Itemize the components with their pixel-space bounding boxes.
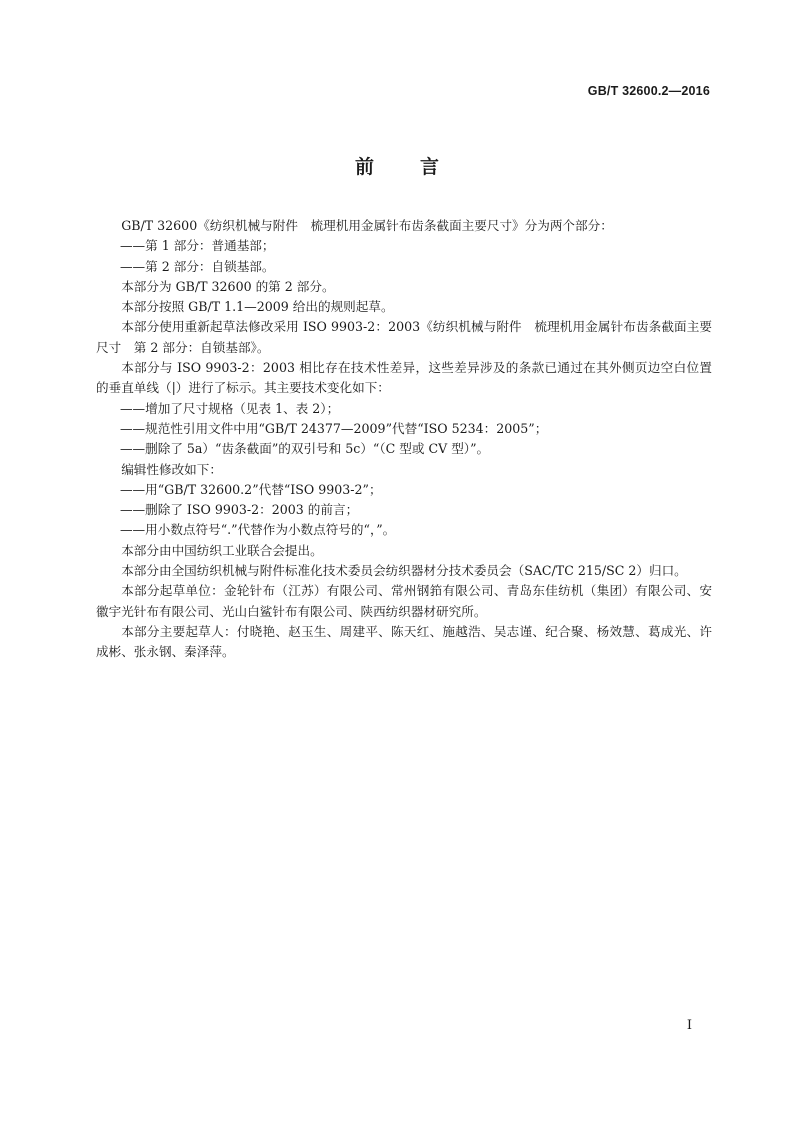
paragraph-intro: GB/T 32600《纺织机械与附件 梳理机用金属针布齿条截面主要尺寸》分为两个部分： (121, 218, 613, 233)
paragraph-adoption: 本部分使用重新起草法修改采用 ISO 9903-2：2003《纺织机械与附件 梳理机用金属针布齿条截面主要尺寸 第 2 部分：自锁基部》。 (96, 319, 712, 355)
list-item-tech-change-2: ——规范性引用文件中用“GB/T 24377—2009”代替“ISO 5234：2005”； (119, 420, 548, 436)
list-item-editorial-1: ——用“GB/T 32600.2”代替“ISO 9903-2”； (119, 481, 382, 497)
list-item-part2: ——第 2 部分：自锁基部。 (119, 258, 275, 274)
list-item-editorial-3: ——用小数点符号“.”代替作为小数点符号的“，”。 (119, 522, 396, 538)
paragraph-proposed-by: 本部分由中国纺织工业联合会提出。 (121, 542, 323, 558)
standard-code-header: GB/T 32600.2—2016 (587, 84, 710, 98)
paragraph-drafting-rules: 本部分按照 GB/T 1.1—2009 给出的规则起草。 (121, 299, 394, 315)
paragraph-editorial-changes: 编辑性修改如下： (121, 461, 222, 477)
paragraph-technical-differences: 本部分与 ISO 9903-2：2003 相比存在技术性差异，这些差异涉及的条款已通过在其外侧页边空白位置的垂直单线（|）进行了标示。其主要技术变化如下： (96, 360, 712, 396)
foreword-body (96, 216, 712, 663)
paragraph-part-statement: 本部分为 GB/T 32600 的第 2 部分。 (121, 278, 335, 294)
title-char-2: 言 (420, 156, 440, 178)
paragraph-drafting-units: 本部分起草单位：金轮针布（江苏）有限公司、常州钢筘有限公司、青岛东佳纺机（集团）有限公司、安徽宇光针布有限公司、光山白鲨针布有限公司、陕西纺织器材研究所。 (96, 583, 712, 619)
page-number: I (686, 1018, 692, 1033)
paragraph-drafters: 本部分主要起草人：付晓艳、赵玉生、周建平、陈天红、施越浩、吴志谨、纪合聚、杨效慧、葛成光、许成彬、张永钢、秦泽萍。 (96, 623, 712, 660)
list-item-part1: ——第 1 部分：普通基部； (119, 238, 275, 254)
list-item-tech-change-1: ——增加了尺寸规格（见表 1、表 2）； (119, 400, 340, 416)
list-item-tech-change-3: ——删除了 5a）“齿条截面”的双引号和 5c）“（C 型或 CV 型）”。 (119, 441, 490, 457)
title-char-1: 前 (354, 156, 374, 178)
page-title (0, 152, 794, 179)
paragraph-under-jurisdiction: 本部分由全国纺织机械与附件标准化技术委员会纺织器材分技术委员会（SAC/TC 215/SC 2）归口。 (121, 563, 687, 579)
list-item-editorial-2: ——删除了 ISO 9903-2：2003 的前言； (119, 502, 359, 518)
